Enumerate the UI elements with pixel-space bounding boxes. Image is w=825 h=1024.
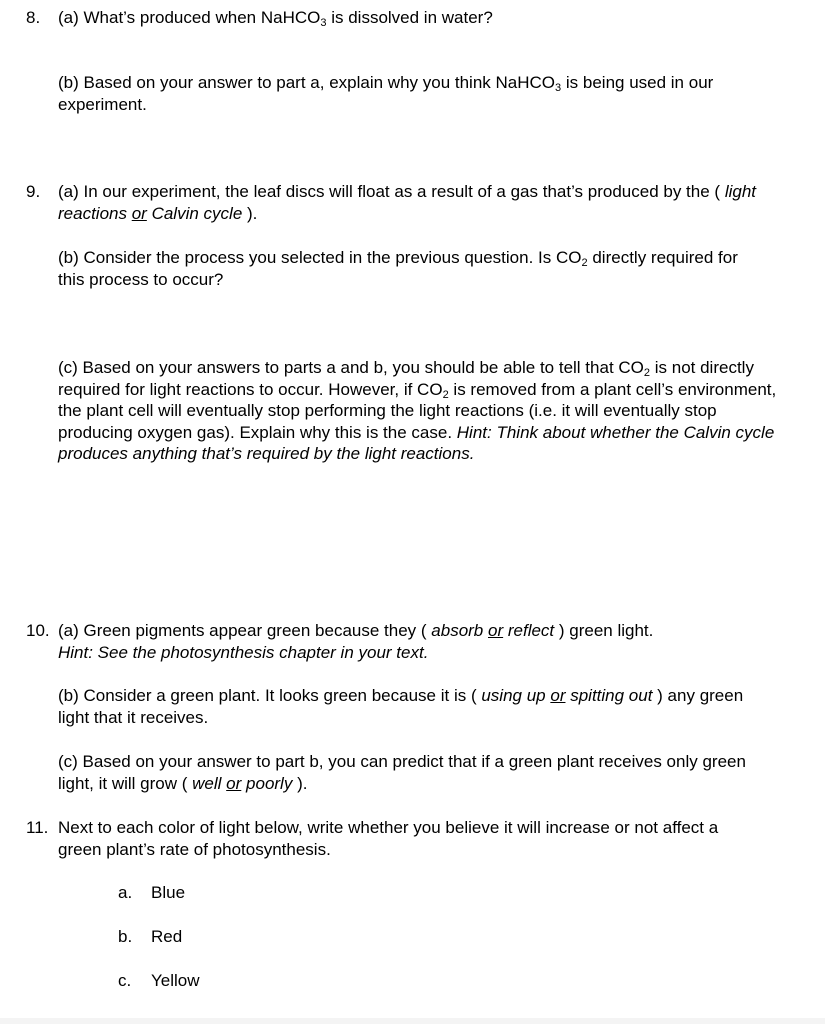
question-9b: (b) Consider the process you selected in the previous question. Is $CO_2$ directly required for this process to occur? [58,248,738,289]
list-item: c. Yellow [118,971,200,990]
question-10c: (c) Based on your answer to part b, you can predict that if a green plant receives only green light, it will grow ( well or poorly ). [58,752,746,793]
question-number: 11. [26,818,49,837]
question-8 [26,7,786,29]
question-9b-block [26,247,786,290]
question-11-text: Next to each color of light below, write whether you believe it will increase or not affect a green plant’s rate of photosynthesis. [58,818,719,859]
question-8b-block [26,72,786,115]
question-8a: (a) What’s produced when NaHCO$_3$ is dissolved in water? [58,8,493,29]
question-10c-block [26,751,786,794]
question-number: 9. [26,182,41,201]
question-9 [26,181,786,224]
hint-text: Hint: Think about whether the Calvin cycle produces anything that’s required by the light reactions. [58,422,775,463]
question-9c-block [26,357,786,465]
question-9a: (a) In our experiment, the leaf discs will float as a result of a gas that’s produced by the ( light reactions or Calvin cycle ). [58,182,756,223]
question-10 [26,620,786,663]
question-10b: (b) Consider a green plant. It looks green because it is ( using up or spitting out ) any green light that it receives. [58,686,744,727]
list-item: a. Blue [118,883,186,902]
question-11 [26,817,786,860]
list-item: b. Red [118,927,183,946]
question-number: 8. [26,8,41,27]
question-9c: (c) Based on your answers to parts a and b, you should be able to tell that $CO_2$ is not directly required for light reactions to occur. However, if $CO_2$ is removed from a plant cell’s environment, the plant cell will eventually stop performing the light reactions (i.e. it will eventually stop producing oxygen gas). Explain why this is the case. Hint: Think about whether the Calvin cycle produces anything that’s required by the light reactions. [58,358,777,463]
question-8b: (b) Based on your answer to part a, explain why you think NaHCO$_3$ is being used in our experiment. [58,73,714,114]
page-bottom-edge [0,1018,825,1024]
question-number: 10. [26,621,50,640]
question-10a: (a) Green pigments appear green because they ( absorb or reflect ) green light. Hint: See the photosynthesis chapter in your text. [58,621,654,662]
hint-text: Hint: See the photosynthesis chapter in your text. [58,642,429,662]
question-10b-block [26,685,786,728]
